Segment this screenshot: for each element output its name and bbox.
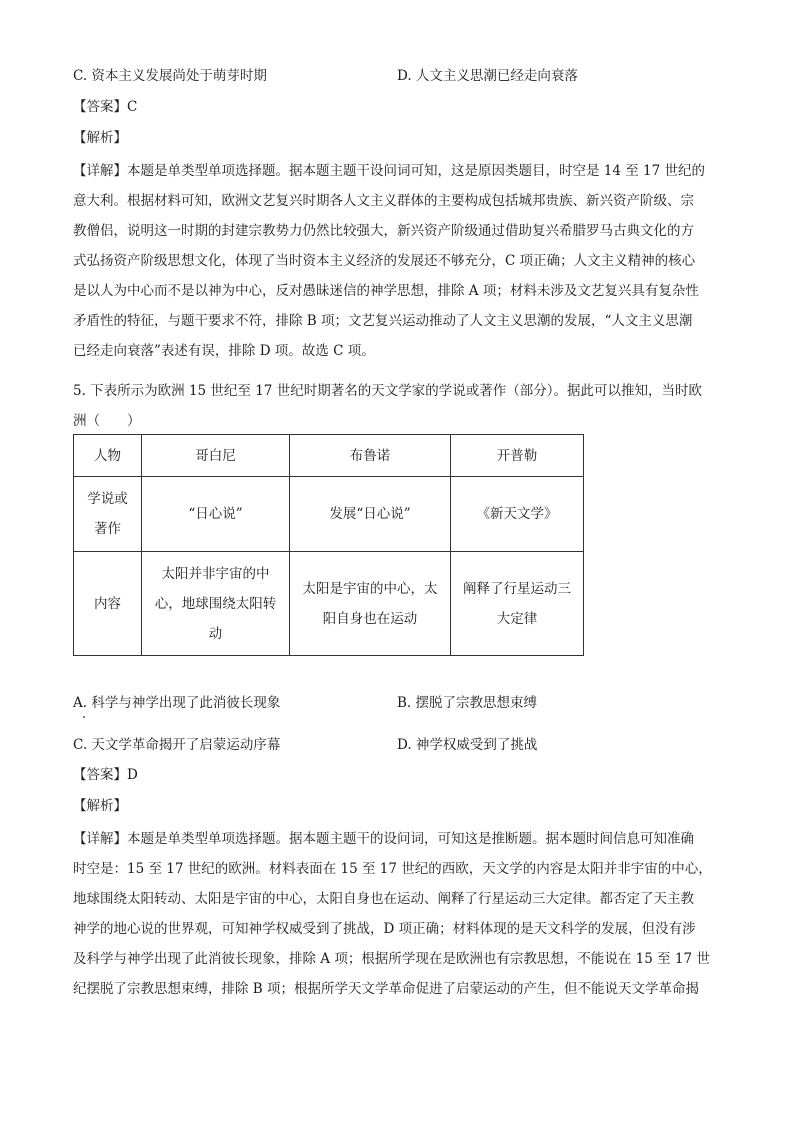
table-cell: 《新天文学》 <box>451 477 584 552</box>
detail-line: 教僧侣，说明这一时期的封建宗教势力仍然比较强大，新兴资产阶级通过借助复兴希腊罗马古典文化的方 <box>73 223 694 239</box>
table-cell <box>290 552 451 656</box>
answer-label: 【答案】 <box>73 767 127 783</box>
detail-line: 神学的地心说的世界观，可知神学权威受到了挑战，D 项正确；材料体现的是天文科学的发展，但没有涉 <box>73 921 696 937</box>
header-cell: 人物 <box>74 435 142 477</box>
cell-line: 阐释了行星运动三 <box>463 580 571 597</box>
q4-detail-paragraph <box>73 156 718 366</box>
table-row-works <box>74 477 584 552</box>
detail-line: 是以人为中心而不是以神为中心，反对愚昧迷信的神学思想，排除 A 项；材料未涉及文艺复兴具有复杂性 <box>73 283 699 299</box>
table-row-content <box>74 552 584 656</box>
stem-line: 洲（ ） <box>73 413 141 429</box>
cell-line: 动 <box>208 625 223 642</box>
row-label-line: 学说或 <box>87 491 128 507</box>
stray-dot <box>83 716 85 718</box>
stem-line: 5. 下表所示为欧洲 15 世纪至 17 世纪时期著名的天文学家的学说或著作（部分）。据此可以推知，当时欧 <box>73 383 702 399</box>
detail-line: 时空是：15 至 17 世纪的欧洲。材料表面在 15 至 17 世纪的西欧，天文学的内容是太阳并非宇宙的中心， <box>73 861 712 877</box>
table-cell: “日心说” <box>142 477 290 552</box>
cell-line: 阳自身也在运动 <box>322 610 418 627</box>
row-label-cell: 内容 <box>74 552 142 656</box>
detail-line: 纪摆脱了宗教思想束缚，排除 B 项；根据所学天文学革命促进了启蒙运动的产生，但不能说天文学革命揭 <box>73 981 700 997</box>
table-header-row <box>74 435 584 477</box>
q5-option-a: A. 科学与神学出现了此消彼长现象 <box>73 695 281 711</box>
header-cell: 布鲁诺 <box>290 435 451 477</box>
answer-label: 【答案】 <box>73 99 127 115</box>
header-cell: 开普勒 <box>451 435 584 477</box>
detail-line: 及科学与神学出现了此消彼长现象，排除 A 项；根据所学现在是欧洲也有宗教思想，不能说在 15 至 17 世 <box>73 951 710 967</box>
detail-line: 【详解】本题是单类型单项选择题。据本题主题干设问词可知，这是原因类题目，时空是 14 至 17 世纪的 <box>73 163 706 179</box>
q5-option-d: D. 神学权威受到了挑战 <box>397 737 538 753</box>
table-cell <box>142 552 290 656</box>
answer-value: C <box>127 99 138 115</box>
answer-value: D <box>127 767 138 783</box>
cell-line: 大定律 <box>496 610 538 627</box>
table-cell <box>451 552 584 656</box>
detail-line: 已经走向衰落”表述有误，排除 D 项。故选 C 项。 <box>73 343 375 359</box>
q4-answer <box>73 97 137 117</box>
q5-option-c: C. 天文学革命揭开了启蒙运动序幕 <box>73 737 281 753</box>
detail-line: 地球围绕太阳转动、太阳是宇宙的中心，太阳自身也在运动、阐释了行星运动三大定律。都否定了天主教 <box>73 891 694 907</box>
q4-option-c: C. 资本主义发展尚处于萌芽时期 <box>73 68 267 84</box>
q5-stem <box>73 376 718 436</box>
q5-answer <box>73 765 138 785</box>
q5-option-b: B. 摆脱了宗教思想束缚 <box>397 695 538 711</box>
table-cell: 发展“日心说” <box>290 477 451 552</box>
cell-line: 太阳并非宇宙的中 <box>161 565 270 582</box>
cell-line: 心，地球围绕太阳转 <box>154 595 277 612</box>
detail-line: 意大利。根据材料可知，欧洲文艺复兴时期各人文主义群体的主要构成包括城邦贵族、新兴资产阶级、宗 <box>73 193 694 209</box>
row-label-cell <box>74 477 142 552</box>
cell-line: 太阳是宇宙的中心，太 <box>302 580 438 597</box>
detail-line: 矛盾性的特征，与题干要求不符，排除 B 项；文艺复兴运动推动了人文主义思潮的发展，“人文主义思潮 <box>73 313 693 329</box>
header-cell: 哥白尼 <box>142 435 290 477</box>
q5-detail-paragraph <box>73 824 718 1004</box>
q4-option-d: D. 人文主义思潮已经走向衰落 <box>397 68 578 84</box>
q5-analysis-label: 【解析】 <box>73 798 127 814</box>
astronomers-table <box>73 434 584 656</box>
detail-line: 【详解】本题是单类型单项选择题。据本题主题干的设问词，可知这是推断题。据本题时间信息可知准确 <box>73 831 694 847</box>
q4-analysis-label: 【解析】 <box>73 130 127 146</box>
row-label-line: 著作 <box>94 521 121 537</box>
detail-line: 式弘扬资产阶级思想文化，体现了当时资本主义经济的发展还不够充分，C 项正确；人文主义精神的核心 <box>73 253 696 269</box>
